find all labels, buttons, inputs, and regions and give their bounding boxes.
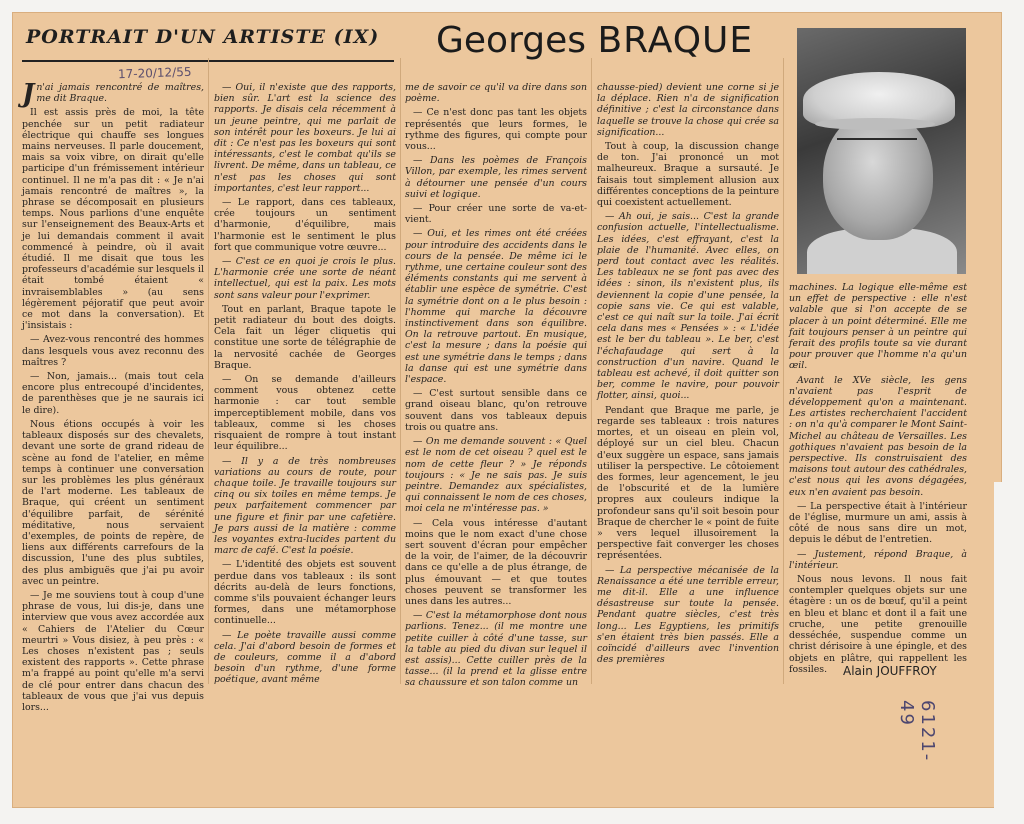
article-paragraph: — C'est la métamorphose dont nous parlions. Tenez... (il me montre une petite cuiller à côté d'une tasse, sur la table au pied du divan sur lequel il est assis)... Cette cuiller près de la tasse... (il la prend et la glisse entre sa chaussure et son talon comme un <box>405 610 587 689</box>
archive-number: 6121-49 <box>896 700 938 763</box>
article-paragraph: Il est assis près de moi, la tête penchée sur un petit radiateur électrique qui chauffe ses longues mains nerveuses. Il parle doucement, mais sa voix vibre, on dirait qu'elle participe d'un frémissement intérieur continuel. Il ne m'a pas dit : « Je n'ai jamais rencontré de maîtres », la phrase se décomposait en plusieurs temps. Nous parlions d'une enquête sur l'enseignement des Beaux-Arts et je lui demandais comment il avait commencé à peindre, où il avait étudié. Il me disait que tous les professeurs d'académie sur lesquels il était tombé étaient « invraisemblables » (au sens légèrement péjoratif que peut avoir ce mot dans la conversation). Et j'insistais : <box>22 107 204 332</box>
article-paragraph: — Cela vous intéresse d'autant moins que le nom exact d'une chose sert souvent d'écran pour empêcher de la voir, de l'aimer, de la découvrir dans ce qu'elle a de plus étrange, de plus émouvant — et que toutes choses peuvent se transformer les unes dans les autres... <box>405 517 587 607</box>
article-paragraph: Pendant que Braque me parle, je regarde ses tableaux : trois natures mortes, et un oiseau en plein vol, déployé sur un ciel bleu. Chacun d'eux suggère un espace, sans jamais utiliser la perspective. Le côtoiement des formes, leur agencement, le jeu de l'obscurité et de la lumière propres aux couleurs indique la profondeur sans qu'il soit besoin pour Braque de chercher le « point de fuite » vers lequel illusoirement la perspective fait converger les choses représentées. <box>597 404 779 562</box>
article-paragraph: — Oui, il n'existe que des rapports, bien sûr. L'art est la science des rapports. Je disais cela récemment à un jeune peintre, qui me parlait de son intérêt pour les boxeurs. Je lui ai dit : Ce n'est pas les boxeurs qui sont intéressants, c'est le combat qu'ils se livrent. De même, dans un tableau, ce n'est pas les choses qui sont importantes, c'est leur rapport... <box>214 82 396 194</box>
article-paragraph: — Justement, répond Braque, à l'intérieur. <box>789 548 967 571</box>
series-kicker: PORTRAIT D'UN ARTISTE (IX) <box>26 26 380 48</box>
article-paragraph: — Le poète travaille aussi comme cela. J'ai d'abord besoin de formes et de couleurs, comme il a d'abord besoin d'un rythme, d'une forme poétique, avant même <box>214 629 396 686</box>
article-paragraph: Nous étions occupés à voir les tableaux disposés sur des chevalets, devant une sorte de grand rideau de scène au fond de l'atelier, en même temps à continuer une conversation sur les problèmes les plus généraux de l'art moderne. Les tableaux de Braque, qui créent un sentiment d'équilibre parfait, de sérénité méditative, nous servaient d'exemples, de points de repère, de liens aux différents carrefours de la discussion, l'une des plus subtiles, des plus ambiguës que j'ai pu avoir avec un peintre. <box>22 418 204 587</box>
article-paragraph: — C'est surtout sensible dans ce grand oiseau blanc, qu'on retrouve souvent dans vos tableaux depuis trois ou quatre ans. <box>405 388 587 433</box>
article-paragraph: — Le rapport, dans ces tableaux, crée toujours un sentiment d'harmonie, d'équilibre, mais l'harmonie est le sentiment le plus fort que communique votre œuvre... <box>214 197 396 253</box>
column-rule <box>591 58 592 684</box>
article-paragraph: — Ce n'est donc pas tant les objets représentés que leurs formes, le rythme des figures, qui compte pour vous... <box>405 107 587 153</box>
column-rule <box>208 58 209 684</box>
article-paragraph: me de savoir ce qu'il va dire dans son poème. <box>405 82 587 105</box>
article-paragraph: — La perspective mécanisée de la Renaissance a été une terrible erreur, me dit-il. Elle a une influence désastreuse sur toute la pensée. Pendant quatre siècles, c'est très long... Les Egyptiens, les primitifs s'en étaient très bien passés. Elle a coïncidé d'ailleurs avec l'invention des premières <box>597 564 779 666</box>
article-paragraph: — C'est ce en quoi je crois le plus. L'harmonie crée une sorte de néant intellectuel, qui est la paix. Les mots sont sans valeur pour l'exprimer. <box>214 256 396 301</box>
article-paragraph: — La perspective était à l'intérieur de l'église, murmure un ami, assis à côté de nous sans dire un mot, depuis le début de l'entretien. <box>789 500 967 546</box>
article-headline <box>436 20 753 61</box>
article-paragraph: — L'identité des objets est souvent perdue dans vos tableaux : ils sont décrits au-delà de leurs fonctions, comme s'ils pouvaient échanger leurs formes, dans une métamorphose continuelle... <box>214 559 396 627</box>
article-paragraph: Nous nous levons. Il nous fait contempler quelques objets sur une étagère : un os de bœuf, qu'il a peint en bleu et blanc et dont il a fait une cruche, une petite grenouille desséchée, suspendue comme un christ dérisoire à une épingle, et des objets en plâtre, qui rappellent les fossiles. <box>789 574 967 675</box>
drop-cap: J <box>22 79 35 109</box>
column-rule <box>783 58 784 684</box>
article-paragraph-text: n'ai jamais rencontré de maîtres, me dit Braque. <box>36 82 204 105</box>
article-paragraph: — Avez-vous rencontré des hommes dans lesquels vous avez reconnu des maîtres ? <box>22 334 204 368</box>
article-paragraph <box>22 79 204 109</box>
article-paragraph: chausse-pied) devient une corne si je la déplace. Rien n'a de signification définitive ; c'est la circonstance dans laquelle se trouve la chose qui crée sa signification... <box>597 82 779 138</box>
article-paragraph: — Pour créer une sorte de va-et-vient. <box>405 203 587 226</box>
article-paragraph: — Il y a de très nombreuses variations au cours de route, pour chaque toile. Je travaille toujours sur cinq ou six toiles en même temps. Je peux parfaitement commencer par une figure et finir par une cafetière. Je pars aussi de la matière : comme les voyantes extra-lucides partent du marc de café. C'est la poésie. <box>214 455 396 557</box>
portrait-photo <box>797 28 966 274</box>
column-rule <box>400 58 401 684</box>
article-column-1 <box>22 79 204 716</box>
article-paragraph: — Dans les poèmes de François Villon, par exemple, les rimes servent à détourner une pensée d'un cours suivi et logique. <box>405 155 587 200</box>
photo-glasses <box>837 138 917 154</box>
article-paragraph: Tout à coup, la discussion change de ton. J'ai prononcé un mot malheureux. Braque a sursauté. Je faisais tout simplement allusion aux différentes conceptions de la peinture qui coexistent actuellement. <box>597 141 779 209</box>
article-paragraph: — Ah oui, je sais... C'est la grande confusion actuelle, l'intellectualisme. Les idées, c'est effrayant, c'est la plaie de l'humanité. Avec elles, on perd tout contact avec les réalités. Les tableaux ne se font pas avec des idées : sinon, ils n'existent plus, ils deviennent la copie d'une pensée, la copie sans vie. Ce qui est valable, c'est ce qui naît sur la toile. J'ai écrit cela dans mes « Pensées » : « L'idée est le ber du tableau ». Le ber, c'est l'échafaudage qui sert à la construction d'un navire. Quand le tableau est achevé, il doit quitter son ber, comme le navire, pour pouvoir flotter, ainsi, quoi... <box>597 211 779 402</box>
article-paragraph: — On se demande d'ailleurs comment vous obtenez cette harmonie : car tout semble imperceptiblement mobile, dans vos tableaux, comme si les choses risquaient de rompre à tout instant leur équilibre... <box>214 374 396 453</box>
headline-given-name: Georges <box>436 20 586 61</box>
headline-surname: BRAQUE <box>597 20 754 61</box>
article-paragraph: — Non, jamais... (mais tout cela encore plus entrecoupé d'incidentes, de parenthèses que je ne saurais ici le dire). <box>22 371 204 416</box>
article-paragraph: — Oui, et les rimes ont été créées pour introduire des accidents dans le cours de la pensée. De même ici le rythme, une certaine couleur sont des éléments constants qui me servent à établir une espèce de symétrie. C'est la symétrie dont on a le plus besoin : l'homme qui marche la découvre instinctivement dans son équilibre. On la retrouve partout. En musique, c'est la mesure ; dans la poésie qui est une symétrie dans le temps ; dans la danse qui est une symétrie dans l'espace. <box>405 228 587 386</box>
article-column-2 <box>214 82 396 689</box>
article-column-5 <box>789 282 967 678</box>
handwritten-date: 17-20/12/55 <box>117 64 192 82</box>
article-paragraph: Avant le XVe siècle, les gens n'avaient pas l'esprit de développement qu'on a maintenant. Les artistes recherchaient l'accident : on n'a qu'à comparer le Mont Saint-Michel au château de Versailles. Les gothiques n'avaient pas besoin de la perspective. Ils construisaient des maisons tout autour des cathédrales, c'est nous qui les avons dégagées, eux n'en avaient pas besoin. <box>789 374 967 498</box>
author-byline: Alain JOUFFROY <box>843 664 937 678</box>
article-paragraph: — On me demande souvent : « Quel est le nom de cet oiseau ? quel est le nom de cette fleur ? » Je réponds toujours : « Je ne sais pas. Je suis peintre. Demandez aux spécialistes, qui connaissent le nom de ces choses, moi cela ne m'intéresse pas. » <box>405 436 587 515</box>
article-paragraph: Tout en parlant, Braque tapote le petit radiateur du bout des doigts. Cela fait un léger cliquetis qui constitue une sorte de télégraphie de la nervosité cachée de Georges Braque. <box>214 303 396 371</box>
photo-cap-brim <box>815 118 935 130</box>
article-paragraph: — Je me souviens tout à coup d'une phrase de vous, lui dis-je, dans une interview que vous avez accordée aux « Cahiers de l'Atelier du Cœur meurtri » Vous disiez, à peu près : « Les choses n'existent pas ; seuls existent des rapports ». Cette phrase m'a frappé au point qu'elle m'a servi de clé pour entrer dans chacun des tableaux de vous que j'ai vus depuis lors... <box>22 589 204 713</box>
article-column-3 <box>405 82 587 692</box>
article-paragraph: machines. La logique elle-même est un effet de perspective : elle n'est valable que si l'on accepte de se placer à un point déterminé. Elle me fait toujours penser à un peintre qui ferait des profils toute sa vie durant pour prouver que l'homme n'a qu'un œil. <box>789 282 967 372</box>
article-column-4 <box>597 82 779 668</box>
